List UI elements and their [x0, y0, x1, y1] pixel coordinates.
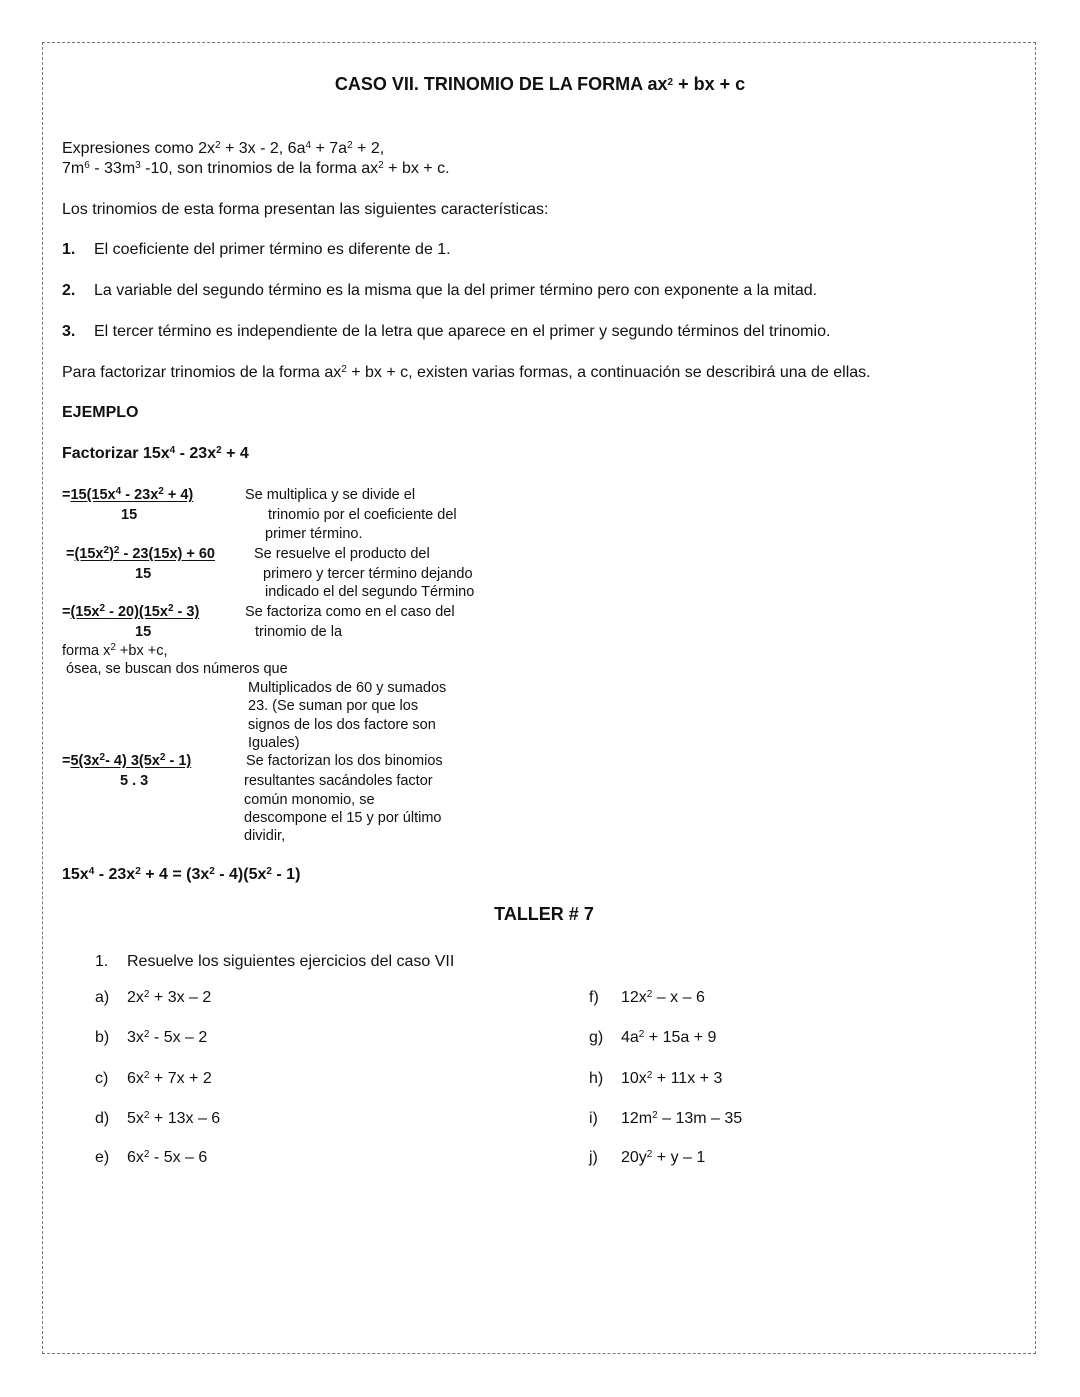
workshop-instruction: 1. Resuelve los siguientes ejercicios del caso VII — [95, 953, 455, 970]
step-1-denominator: 15 — [121, 507, 138, 523]
characteristics-intro: Los trinomios de esta forma presentan las siguientes características: — [62, 201, 549, 218]
step-3-desc: Iguales) — [248, 735, 300, 751]
step-4-denominator: 5 . 3 — [120, 773, 149, 789]
step-3-denominator: 15 — [135, 624, 152, 640]
example-heading: EJEMPLO — [62, 404, 139, 421]
step-1-desc: trinomio por el coeficiente del — [268, 507, 457, 523]
factor-heading: Factorizar $15x^4 - 23x^2 + 4$ — [62, 445, 249, 462]
exercise-item: a) $2x^2 + 3x - 2$ — [95, 989, 212, 1006]
page-title: CASO VII. TRINOMIO DE LA FORMA $ax^2$ + bx + c — [334, 74, 746, 94]
exercise-item: h) $10x^2 + 11x + 3$ — [589, 1070, 723, 1087]
step-1-numerator: $=15(15x^4 - 23x^2 + 4)$ — [62, 486, 194, 503]
exercise-item: c) $6x^2 + 7x + 2$ — [95, 1070, 212, 1087]
step-4-desc: resultantes sacándoles factor — [244, 773, 433, 789]
step-2-desc: indicado el del segundo Término — [265, 584, 475, 600]
step-3-desc: Se factoriza como en el caso del — [245, 604, 455, 620]
step-3-extra: ósea, se buscan dos números que — [66, 661, 288, 677]
exercise-item: e) $6x^2 - 5x - 6$ — [95, 1149, 208, 1166]
characteristic-item: 1. El coeficiente del primer término es diferente de 1. — [62, 241, 451, 258]
exercise-item: b) $3x^2 - 5x - 2$ — [95, 1029, 208, 1046]
step-3-desc: signos de los dos factore son — [248, 717, 436, 733]
step-3-desc: 23. (Se suman por que los — [248, 698, 419, 714]
exercise-item: g) $4a^2 + 15a + 9$ — [589, 1029, 717, 1046]
step-3-desc: trinomio de la — [255, 624, 343, 640]
step-1-desc: primer término. — [265, 526, 363, 542]
method-paragraph: Para factorizar trinomios de la forma $ax^2$ + bx + c, existen varias formas, a continuación se describirá una de ellas. — [62, 364, 871, 381]
step-1-desc: Se multiplica y se divide el — [245, 487, 416, 503]
step-3-extra: forma $x^2 +bx +c$, — [62, 642, 168, 659]
step-4-desc: dividir, — [244, 828, 286, 844]
step-2-denominator: 15 — [135, 566, 152, 582]
step-4-desc: Se factorizan los dos binomios — [246, 753, 443, 769]
characteristic-item: 3. El tercer término es independiente de la letra que aparece en el primer y segundo términos del trinomio. — [62, 323, 831, 340]
step-3-desc: Multiplicados de 60 y sumados — [248, 680, 447, 696]
step-4-desc: descompone el 15 y por último — [244, 810, 442, 826]
step-4-desc: común monomio, se — [244, 792, 375, 808]
characteristic-item: 2. La variable del segundo término es la misma que la del primer término pero con exponente a la mitad. — [62, 282, 818, 299]
intro-line-2: $7m^6 - 33m^3$ -10, son trinomios de la forma $ax^2$ + bx + c. — [62, 160, 450, 177]
step-2-desc: Se resuelve el producto del — [254, 546, 430, 562]
step-2-desc: primero y tercer término dejando — [263, 566, 473, 582]
factorization-result: $15x^4 - 23x^2 + 4 = (3x^2 - 4)(5x^2 - 1)$ — [62, 866, 301, 883]
intro-line-1: Expresiones como $2x^2 + 3x - 2$, $6a^4 + 7a^2 + 2$, — [62, 140, 385, 157]
step-2-numerator: $=(15x^2)^2 - 23(15x) + 60$ — [66, 545, 215, 562]
exercise-item: d) $5x^2 + 13x - 6$ — [95, 1110, 221, 1127]
workshop-title: TALLER # 7 — [494, 904, 594, 924]
exercise-item: i) $12m^2 - 13m - 35$ — [589, 1110, 743, 1127]
exercise-item: f) $12x^2$ – x – 6 — [589, 989, 705, 1006]
exercise-item: j) $20y^2 + y - 1$ — [589, 1149, 706, 1166]
step-4-numerator: $=5(3x^2-$ 4) $3(5x^2 - 1)$ — [62, 752, 192, 769]
step-3-numerator: $=(15x^2 - 20)(15x^2 - 3)$ — [62, 603, 200, 620]
